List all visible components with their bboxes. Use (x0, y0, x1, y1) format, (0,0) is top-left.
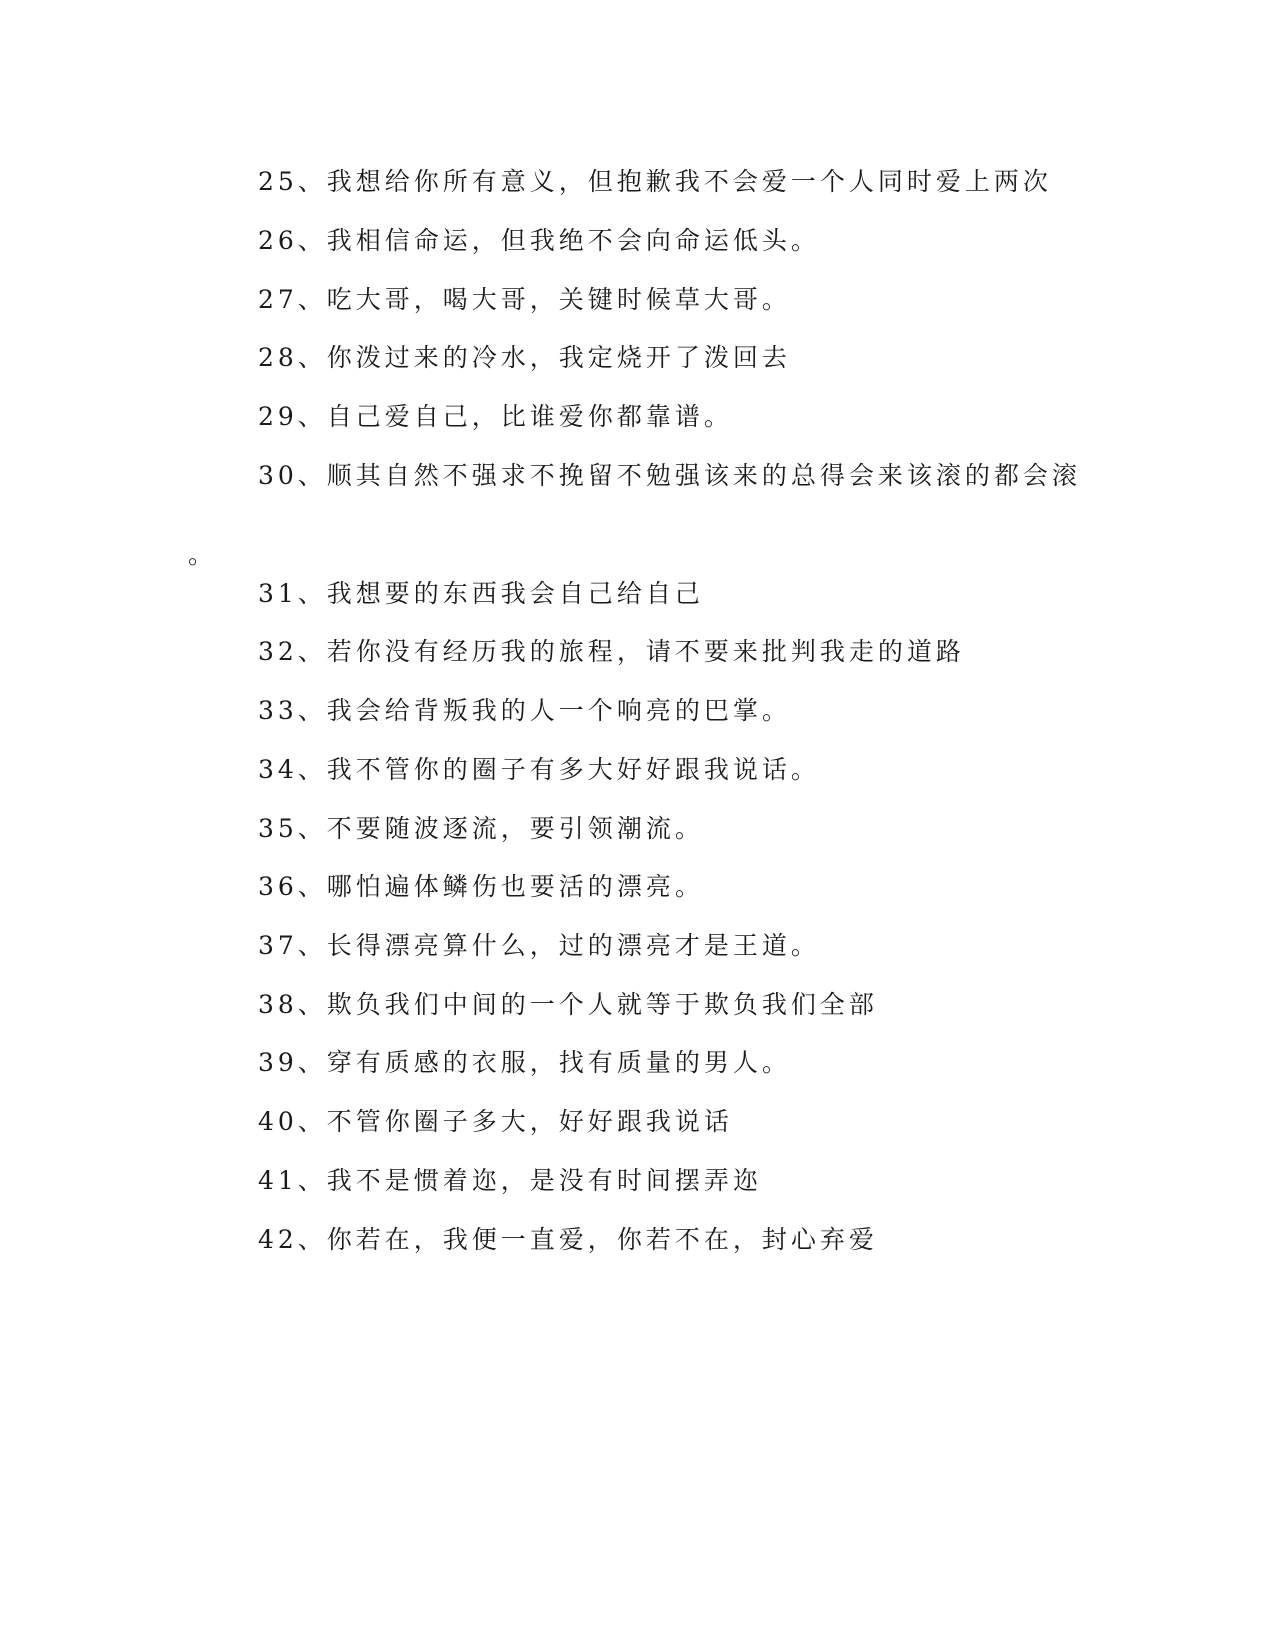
text-line-25: 25、我想给你所有意义，但抱歉我不会爱一个人同时爱上两次 (258, 167, 1052, 196)
text-line-36: 36、哪怕遍体鳞伤也要活的漂亮。 (258, 872, 704, 901)
text-line-27: 27、吃大哥，喝大哥，关键时候草大哥。 (258, 285, 791, 314)
text-line-33: 33、我会给背叛我的人一个响亮的巴掌。 (258, 696, 791, 725)
text-line-42: 42、你若在，我便一直爱，你若不在，封心弃爱 (258, 1225, 878, 1254)
text-line-40: 40、不管你圈子多大，好好跟我说话 (258, 1107, 733, 1136)
text-line-32: 32、若你没有经历我的旅程，请不要来批判我走的道路 (258, 637, 965, 666)
text-line-30: 30、顺其自然不强求不挽留不勉强该来的总得会来该滚的都会滚 (258, 461, 1081, 490)
text-line-39: 39、穿有质感的衣服，找有质量的男人。 (258, 1048, 791, 1077)
text-line-30-overflow: 。 (188, 540, 214, 569)
text-line-37: 37、长得漂亮算什么，过的漂亮才是王道。 (258, 931, 820, 960)
text-line-26: 26、我相信命运，但我绝不会向命运低头。 (258, 226, 820, 255)
text-line-35: 35、不要随波逐流，要引领潮流。 (258, 814, 704, 843)
text-line-34: 34、我不管你的圈子有多大好好跟我说话。 (258, 755, 820, 784)
text-line-31: 31、我想要的东西我会自己给自己 (258, 579, 704, 608)
text-line-28: 28、你泼过来的冷水，我定烧开了泼回去 (258, 343, 791, 372)
text-line-41: 41、我不是惯着迩，是没有时间摆弄迩 (258, 1166, 762, 1195)
text-line-38: 38、欺负我们中间的一个人就等于欺负我们全部 (258, 990, 878, 1019)
text-line-29: 29、自己爱自己，比谁爱你都靠谱。 (258, 402, 733, 431)
